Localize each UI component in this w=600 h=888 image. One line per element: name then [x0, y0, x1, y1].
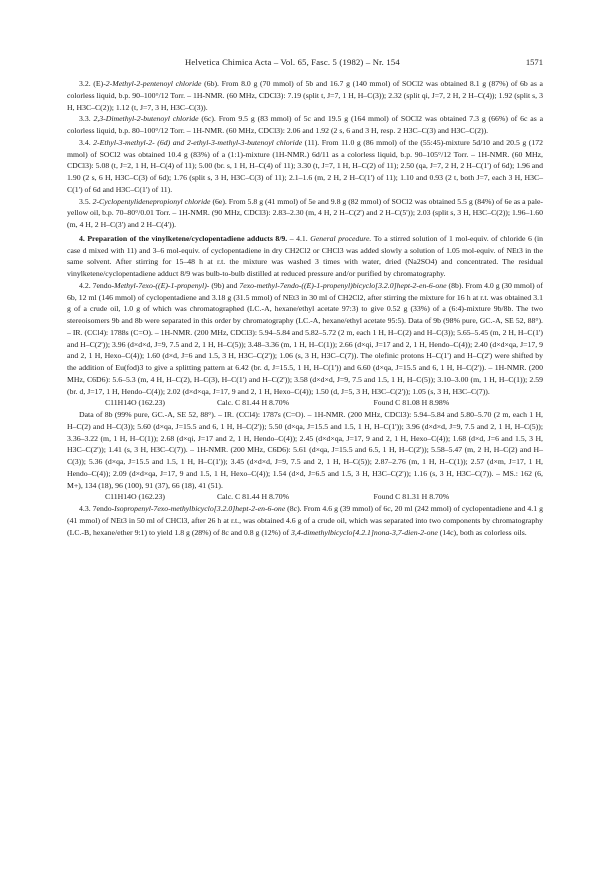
section-number: 3.5.: [79, 196, 93, 206]
compound-name: 3,4-dimethylbicyclo[4.2.1]nona-3,7-dien-2-one: [291, 527, 438, 537]
running-header: [67, 57, 543, 69]
section-number: 4.2. 7endo-: [79, 280, 115, 290]
compound-name: 2-Cyclopentylidenepropionyl chloride: [92, 196, 211, 206]
molecular-formula: C11H14O (162.23): [105, 398, 165, 408]
found-carbon: Found C 81.08: [373, 398, 420, 408]
article-body: [67, 78, 543, 538]
found-hydrogen: H 8.70%: [421, 492, 450, 502]
paragraph-text: (6e). From 5.8 g (41 mmol) of 5e and 9.8 g (82 mmol) of SOCl2 was obtained 5.5 g (84%) of 6e as a pale-yellow oil, b.p. 70–80°/0.01 Torr. – 1H-NMR. (90 MHz, CDCl3): 2.83–2.30 (m, 4 H, 2 H–C(2') and 2 H–C(5')); 2.03 (split s, 3 H, H3C–C(2)); 1.96–1.60 (m, 4 H, 2 H–C(3') and 2 H–C(4')).: [67, 196, 544, 229]
calc-carbon: Calc. C 81.44: [216, 492, 260, 502]
paragraph-text: To a stirred solution of 1 mol-equiv. of chloride 6 (in case d mixed with 11) and 3–6 mol-equiv. of cyclopentadiene in dry CH2Cl2 or CHCl3 was added slowly a solution of 1.05 mol-equiv. of NEt3 in the same solvent. After stirring for 15–48 h at r.t. the mixture was washed 3 times with water, dried (Na2SO4) and concentrated. The residual vinylketene/cyclopentadiene adduct 8/9 was bulb-to-bulb distilled at reduced pressure and/or purified by chromatography.: [67, 233, 543, 278]
paragraph-3-3: [67, 113, 543, 137]
paragraph-text: (14c), both as colorless oils.: [437, 527, 527, 537]
paragraph-4-1: [67, 233, 543, 280]
subsection-title: General procedure.: [310, 233, 372, 243]
paragraph-text: (8c). From 4.6 g (39 mmol) of 6c, 20 ml (242 mmol) of cyclopentadiene and 4.1 g (41 mmol) of NEt3 in 50 ml of CHCl3, after 26 h at r.t., was obtained 4.6 g of a crude oil, which was separated into two components by chromatography (LC.-B, hexane/ether 9:1) to yield 1.8 g (28%) of 8c and 0.8 g (12%) of: [67, 504, 543, 537]
section-number: 3.4.: [79, 137, 94, 147]
paragraph-text: (6b). From 8.0 g (70 mmol) of 5b and 16.7 g (140 mmol) of SOCl2 was obtained 8.1 g (87%) of 6b as a colorless liquid, b.p. 90–100°/12 Torr. – 1H-NMR. (60 MHz, CDCl3): 7.19 (split t, J=7, 1 H, H–C(3)); 2.32 (split qi, J=7, 2 H, 2 H–C(4)); 1.92 (split s, 3 H, H3C–C(2)); 1.12 (t, J=7, 3 H, H3C–C(3)).: [67, 79, 543, 112]
section-number: 3.3.: [79, 114, 94, 124]
compound-name: 2,3-Dimethyl-2-butenoyl chloride: [93, 114, 199, 124]
paragraph-text: (8b). From 4.0 g (30 mmol) of 6b, 12 ml (146 mmol) of cyclopentadiene and 3.18 g (31.5 mmol) of NEt3 in 30 ml of CH2Cl2, after stirring the mixture for 16 h at r.t. was obtained 3.1 g of a crude oil, 1.0 g of which was chromatographed (LC.-A, hexane/ethyl acetate 97:3) to give 0.52 g (33%) of a (6:4)-mixture 9b/8b. The two stereoisomers 9b and 8b were separated in this order by chromatography (LC.-A, hexane/ethyl acetate 95:5). Data of 9b (98% pure, GC.-A, SE 52, 88°). – IR. (CCl4): 1788s (C=O). – 1H-NMR. (200 MHz, CDCl3): 5.94–5.84 and 5.82–5.72 (2 m, each 1 H, H–C(2) and H–C(3)); 5.65–5.45 (m, 2 H, H–C(1') and H–C(2')); 3.96 (d×d×d, J=9, 7.5 and 2, 1 H, H–C(5)); 3.48–3.36 (m, 1 H, H–C(1)); 2.66 (d×qi, J=17 and 2, 1 H, Hendo–C(4)); 2.40 (d×d×qa, J=17, 9 and 2, 1 H, Hexo–C(4)); 1.60 (d×d, J=6 and 1.5, 3 H, H3C–C(2')); 1.06 (s, 3 H, H3C–C(7)). The olefinic protons H–C(1') and H–C(2') were shifted by the addition of Eu(fod)3 to give a splitting pattern at 6.42 (br. d, J=15.5, 1 H, H–C(1')) and 6.60 (d×qa, J=15.5 and 6, 1 H, H–C(2')). – 1H-NMR. (200 MHz, C6D6): 5.6–5.3 (m, 4 H, H–C(2), H–C(3), H–C(1') and H–C(2')); 3.58 (d×d×d, J=9, 7.5 and 1.5, 1 H, H–C(5)); 3.10–3.00 (m, 1 H, H–C(1)); 2.59 (br. d, J=17, 1 H, Hendo–C(4)); 2.02 (d×d×qa, J=17, 9 and 2, 1 H, Hexo–C(4)); 1.50 (d, J=5, 3 H, H3C–C(2')); 1.05 (s, 3 H, H3C–C(7)).: [67, 280, 543, 396]
section-number: 3.2. (E)-: [79, 79, 106, 88]
paragraph-text: (11). From 11.0 g (86 mmol) of the (55:45)-mixture 5d/10 and 20.5 g (172 mmol) of SOCl2 was obtained 10.4 g (83%) of a (1:1)-mixture (1H-NMR.) 6d/11 as a colorless liquid, b.p. 90–105°/12 Torr. – 1H-NMR. (60 MHz, CDCl3): 5.08 (t, J=2, 1 H, H–C(4) of 11); 5.00 (br. s, 1 H, H–C(4) of 11); 3.30 (t, J=7, 1 H, H–C(2) of 11); 2.50 (qa, J=7, 2 H, 2 H–C(1') of 6d); 1.96 and 1.90 (2 s, 6 H, H3C–C(3) of 6d); 1.76 (split s, 3 H, H3C–C(3) of 11); 2.1–1.6 (m, 2 H, 2 H–C(1') of 11); 1.10 and 0.93 (2 t, both J=7, each 3 H, H3C–C(1') of 6d and H3C–C(1') of 11).: [67, 137, 544, 194]
paragraph-3-2: [67, 78, 543, 113]
journal-title: Helvetica Chimica Acta – Vol. 65, Fasc. 5 (1982) – Nr. 154: [185, 57, 400, 67]
calc-hydrogen: H 8.70%: [261, 492, 290, 502]
elemental-analysis-9b: [67, 397, 543, 409]
paragraph-text: Data of 8b (99% pure, GC.-A, SE 52, 88°). – IR. (CCl4): 1787s (C=O). – 1H-NMR. (200 MHz, CDCl3): 5.94–5.84 and 5.80–5.70 (2 m, each 1 H, H–C(2) and H–C(3)); 5.60 (d×qa, J=15.5 and 6, 1 H, H–C(2')); 5.50 (d×qa, J=15.5 and 1.5, 1 H, H–C(1')); 3.96 (d×d×d, J=9, 7.5 and 2, 1 H, H–C(5)); 3.36–3.22 (m, 1 H, H–C(1)); 2.68 (d×qi, J=17 and 2, 1 H, Hendo–C(4)); 2.45 (d×d×qa, J=17, 9 and 2, 1 H, Hexo–C(4)); 1.68 (d×d, J=6 and 1.5, 3 H, H3C–C(2')); 1.41 (s, 3 H, H3C–C(7)). – 1H-NMR. (200 MHz, C6D6): 5.61 (d×qa, J=15.5 and 6.5, 1 H, H–C(2')); 5.58–5.47 (m, 2 H, H–C(2) and H–C(3)); 5.36 (d×qa, J=15.5 and 1.5, 1 H, H–C(1')); 3.45 (d×d×d, J=9, 7.5 and 2, 1 H, H–C(5)); 2.87–2.76 (m, 1 H, H–C(1)); 2.57 (d×m, J=17, 1 H, Hendo–C(4)); 2.09 (d×d×qa, J=17, 9 and 1.5, 1 H, Hexo–C(4)); 1.54 (d×d, J=6.5 and 1.5, 3 H, H3C–C(2')); 1.16 (s, 3 H, H3C–C(7)). – MS.: 162 (6, M+), 134 (18), 96 (100), 91 (37), 66 (18), 41 (51).: [67, 410, 543, 490]
molecular-formula: C11H14O (162.23): [105, 492, 165, 502]
subsection-number: – 4.1.: [287, 233, 311, 243]
paragraph-3-4: [67, 137, 543, 196]
section-heading: 4. Preparation of the vinylketene/cyclopentadiene adducts 8/9.: [79, 233, 288, 243]
compound-name: Methyl-7exo-((E)-1-propenyl)-: [114, 280, 210, 290]
page-number: 1571: [525, 57, 543, 67]
compound-name: Isopropenyl-7exo-methylbicyclo[3.2.0]hept-2-en-6-one: [114, 504, 286, 513]
calc-hydrogen: H 8.70%: [261, 398, 290, 408]
elemental-analysis-8b: [67, 491, 543, 503]
paragraph-text: (6c). From 9.5 g (83 mmol) of 5c and 19.5 g (164 mmol) of SOCl2 was obtained 7.3 g (66%) of 6c as a colorless liquid, b.p. 80–100°/12 Torr. – 1H-NMR. (60 MHz, CDCl3): 2.06 and 1.92 (2 s, 6 and 3 H, resp. 2 H3C–C(3) and H3C–C(2)).: [67, 114, 544, 135]
compound-name: 2-Methyl-2-pentenoyl chloride: [105, 79, 202, 88]
paragraph-4-2: [67, 280, 543, 398]
found-carbon: Found C 81.31: [373, 492, 420, 502]
compound-label: (9b): [209, 280, 227, 290]
compound-name: 2-Ethyl-3-methyl-2- (6d) and 2-ethyl-3-methyl-3-butenoyl chloride: [93, 137, 303, 147]
paragraph-3-5: [67, 196, 543, 231]
calc-carbon: Calc. C 81.44: [216, 398, 260, 408]
paragraph-8b-data: [67, 409, 543, 491]
conjunction: and: [226, 280, 238, 290]
compound-name: 7exo-methyl-7endo-((E)-1-propenyl)bicyclo[3.2.0]hept-2-en-6-one: [237, 280, 447, 290]
section-number: 4.3. 7endo-: [79, 504, 115, 513]
paragraph-4-3: [67, 503, 543, 538]
found-hydrogen: H 8.98%: [421, 398, 450, 408]
